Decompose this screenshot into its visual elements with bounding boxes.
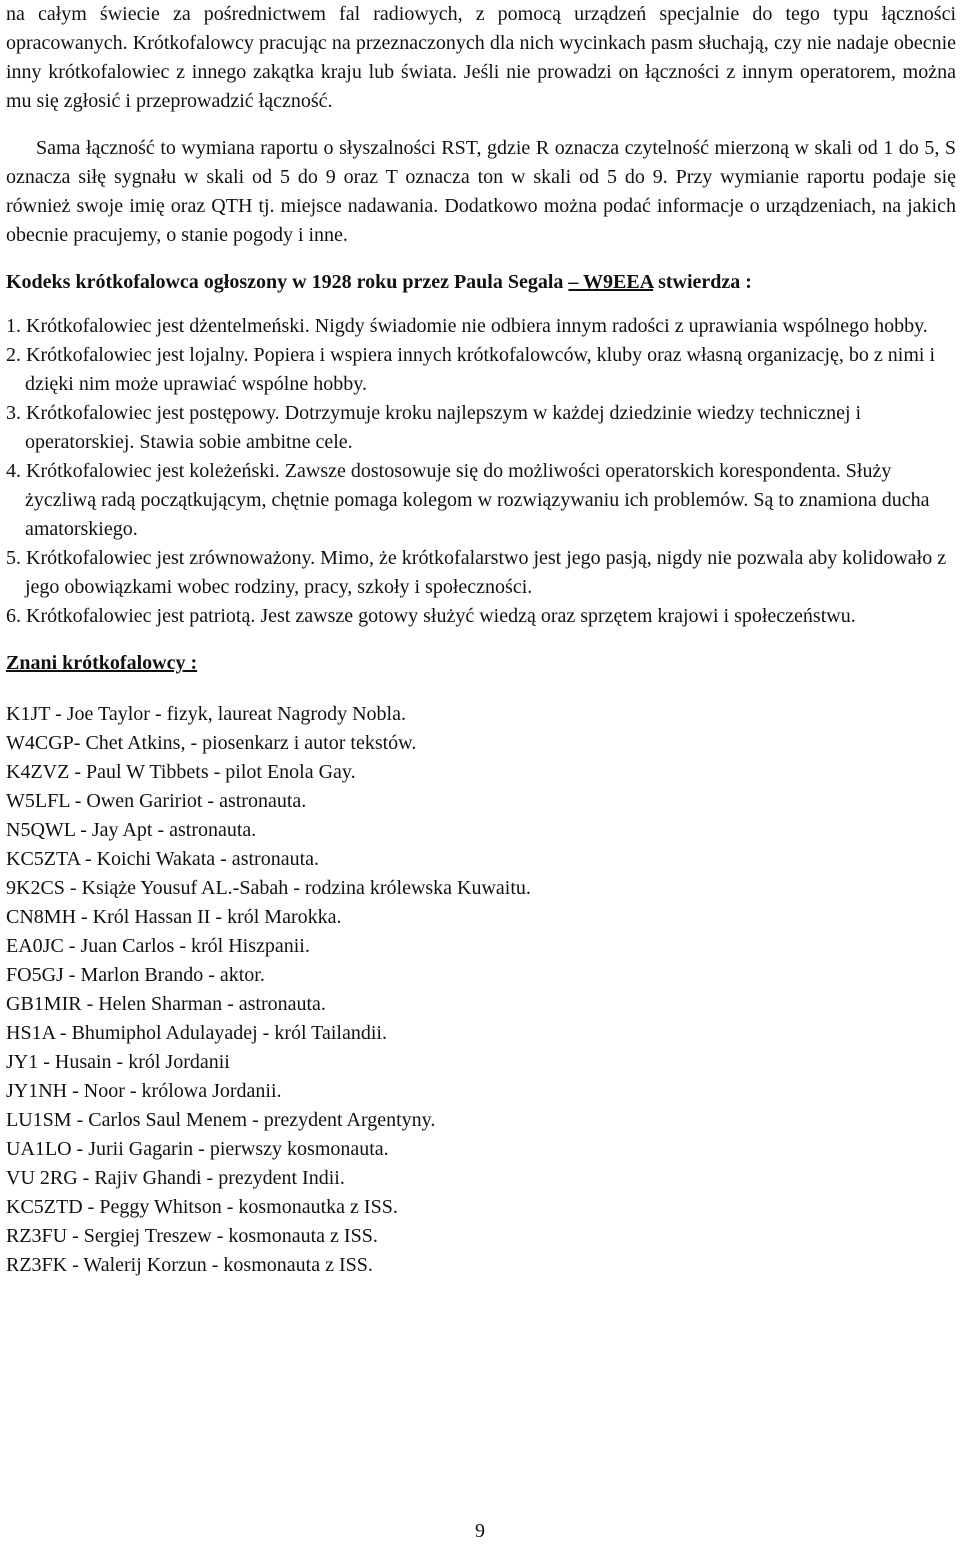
list-item: HS1A - Bhumiphol Adulayadej - król Tailandii. bbox=[6, 1022, 387, 1044]
list-item: K4ZVZ - Paul W Tibbets - pilot Enola Gay. bbox=[6, 761, 356, 783]
intro-paragraph: na całym świecie za pośrednictwem fal radiowych, z pomocą urządzeń specjalnie do tego typu łączności opracowanych. Krótkofalowcy pracując na przeznaczonych dla nich wycinkach pasm słuchają, czy nie nadaje obecnie inny krótkofalowiec z innego zakątka kraju lub świata. Jeśli nie prowadzi on łączności z innym operatorem, można mu się zgłosić i przeprowadzić łączność. bbox=[6, 3, 956, 112]
list-item: UA1LO - Jurii Gagarin - pierwszy kosmonauta. bbox=[6, 1138, 389, 1160]
list-item: KC5ZTD - Peggy Whitson - kosmonautka z ISS. bbox=[6, 1196, 398, 1218]
code-item: 1. Krótkofalowiec jest dżentelmeński. Nigdy świadomie nie odbiera innym radości z uprawiania wspólnego hobby. bbox=[6, 315, 928, 337]
list-item: W5LFL - Owen Gaririot - astronauta. bbox=[6, 790, 307, 812]
list-item: EA0JC - Juan Carlos - król Hiszpanii. bbox=[6, 935, 310, 957]
known-heading: Znani krótkofalowcy : bbox=[6, 652, 198, 674]
list-item: GB1MIR - Helen Sharman - astronauta. bbox=[6, 993, 326, 1015]
list-item: N5QWL - Jay Apt - astronauta. bbox=[6, 819, 257, 841]
code-item: 2. Krótkofalowiec jest lojalny. Popiera i wspiera innych krótkofalowców, kluby oraz własną organizację, bo z nimi i dzięki nim może uprawiać wspólne hobby. bbox=[6, 344, 935, 395]
list-item: K1JT - Joe Taylor - fizyk, laureat Nagrody Nobla. bbox=[6, 703, 406, 725]
list-item: RZ3FK - Walerij Korzun - kosmonauta z ISS. bbox=[6, 1254, 373, 1276]
page-content bbox=[6, 0, 956, 1280]
code-heading bbox=[6, 268, 956, 297]
list-item: W4CGP- Chet Atkins, - piosenkarz i autor tekstów. bbox=[6, 732, 417, 754]
list-item: 9K2CS - Książe Yousuf AL.-Sabah - rodzina królewska Kuwaitu. bbox=[6, 877, 531, 899]
code-item: 5. Krótkofalowiec jest zrównoważony. Mimo, że krótkofalarstwo jest jego pasją, nigdy nie pozwala aby kolidowało z jego obowiązkami wobec rodziny, pracy, szkoły i społeczności. bbox=[6, 547, 947, 598]
code-item: 6. Krótkofalowiec jest patriotą. Jest zawsze gotowy służyć wiedzą oraz sprzętem krajowi i społeczeństwu. bbox=[6, 605, 856, 627]
list-item: CN8MH - Król Hassan II - król Marokka. bbox=[6, 906, 342, 928]
code-heading-callsign: – W9EEA bbox=[568, 271, 654, 293]
list-item: KC5ZTA - Koichi Wakata - astronauta. bbox=[6, 848, 319, 870]
page-number: 9 bbox=[475, 1520, 485, 1542]
list-item: RZ3FU - Sergiej Treszew - kosmonauta z ISS. bbox=[6, 1225, 378, 1247]
code-list bbox=[6, 312, 956, 631]
list-item: FO5GJ - Marlon Brando - aktor. bbox=[6, 964, 265, 986]
list-item: LU1SM - Carlos Saul Menem - prezydent Argentyny. bbox=[6, 1109, 436, 1131]
list-item: JY1 - Husain - król Jordanii bbox=[6, 1051, 230, 1073]
code-heading-text: Kodeks krótkofalowca ogłoszony w 1928 roku przez Paula Segala bbox=[6, 271, 569, 293]
rst-paragraph: Sama łączność to wymiana raportu o słyszalności RST, gdzie R oznacza czytelność mierzoną w skali od 1 do 5, S oznacza siłę sygnału w skali od 5 do 9 oraz T oznacza ton w skali od 5 do 9. Przy wymianie raportu podaje się również swoje imię oraz QTH tj. miejsce nadawania. Dodatkowo można podać informacje o urządzeniach, na jakich obecnie pracujemy, o stanie pogody i inne. bbox=[6, 137, 956, 246]
code-heading-tail: stwierdza : bbox=[653, 271, 752, 293]
code-item: 3. Krótkofalowiec jest postępowy. Dotrzymuje kroku najlepszym w każdej dziedzinie wiedzy technicznej i operatorskiej. Stawia sobie ambitne cele. bbox=[6, 402, 862, 453]
known-list bbox=[6, 700, 956, 1280]
code-item: 4. Krótkofalowiec jest koleżeński. Zawsze dostosowuje się do możliwości operatorskich korespondenta. Służy życzliwą radą początkującym, chętnie pomaga kolegom w rozwiązywaniu ich problemów. Są to znamiona ducha amatorskiego. bbox=[6, 460, 930, 540]
list-item: JY1NH - Noor - królowa Jordanii. bbox=[6, 1080, 282, 1102]
list-item: VU 2RG - Rajiv Ghandi - prezydent Indii. bbox=[6, 1167, 345, 1189]
